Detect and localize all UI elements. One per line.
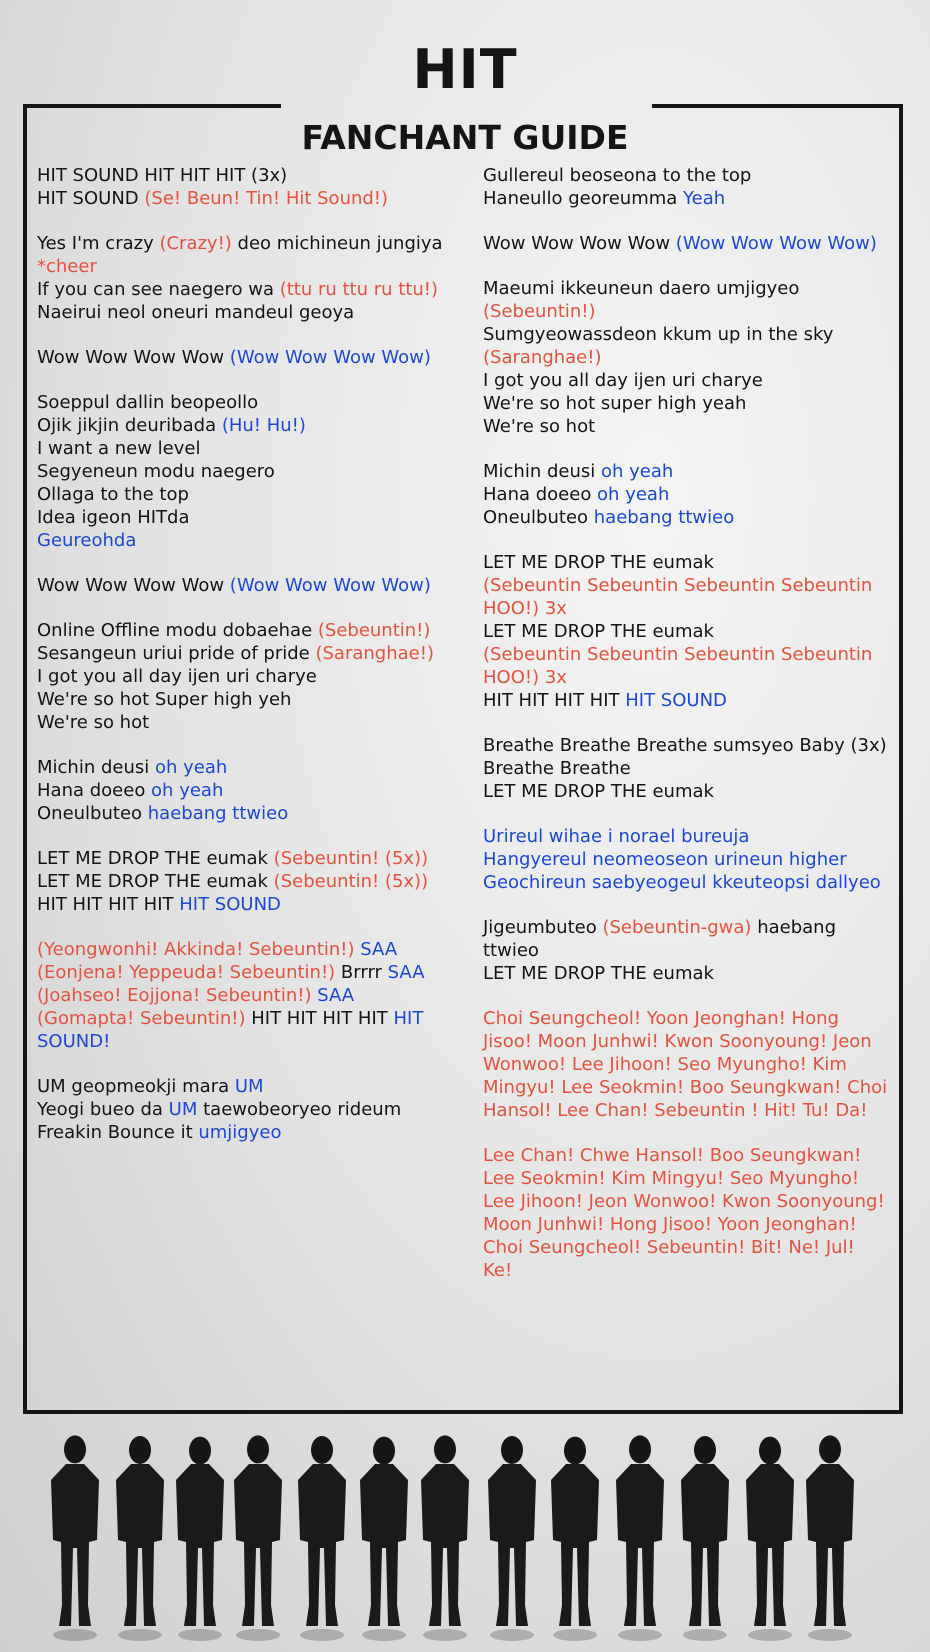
lyric-text: Sumgyeowassdeon kkum up in the sky bbox=[483, 324, 834, 345]
silhouette-figure bbox=[681, 1436, 729, 1641]
lyric-text: I want a new level bbox=[37, 438, 201, 459]
lyric-text: Soeppul dallin beopeollo bbox=[37, 392, 259, 413]
lyric-text: Idea igeon HITda bbox=[37, 507, 190, 528]
lyric-line bbox=[483, 620, 888, 643]
lyric-block bbox=[37, 938, 467, 1053]
lyric-line bbox=[483, 574, 888, 620]
accent-chant-text: HIT SOUND bbox=[625, 690, 727, 711]
lyric-text: Wow Wow Wow Wow bbox=[37, 347, 230, 368]
page-title: HIT bbox=[412, 38, 518, 101]
accent-chant-text: oh yeah bbox=[151, 780, 224, 801]
accent-chant-text: HIT SOUND bbox=[179, 894, 281, 915]
lyric-line bbox=[483, 734, 888, 757]
fan-chant-text: (Sebeuntin! (5x)) bbox=[273, 848, 429, 869]
lyric-line bbox=[483, 187, 888, 210]
lyric-line bbox=[37, 802, 467, 825]
lyric-text: LET ME DROP THE eumak bbox=[37, 871, 274, 892]
lyric-line bbox=[483, 506, 888, 529]
lyric-line bbox=[37, 642, 467, 665]
silhouette-figure bbox=[421, 1435, 469, 1641]
lyric-line bbox=[483, 300, 888, 323]
lyric-block bbox=[37, 346, 467, 369]
lyric-block bbox=[483, 232, 888, 255]
accent-chant-text: Yeah bbox=[683, 188, 726, 209]
lyric-line bbox=[483, 848, 888, 871]
lyric-text: If you can see naegero wa bbox=[37, 279, 280, 300]
accent-chant-text: SAA bbox=[360, 939, 398, 960]
lyric-line bbox=[37, 1075, 467, 1098]
lyric-text: Hana doeeo bbox=[37, 780, 152, 801]
lyric-line bbox=[483, 689, 888, 712]
accent-chant-text: haebang ttwieo bbox=[147, 803, 289, 824]
accent-chant-text: (Hu! Hu!) bbox=[221, 415, 306, 436]
fan-chant-text: (Yeongwonhi! Akkinda! Sebeuntin!) bbox=[37, 939, 361, 960]
lyric-text: Oneulbuteo bbox=[37, 803, 148, 824]
lyric-text: We're so hot Super high yeh bbox=[37, 689, 292, 710]
lyric-line bbox=[483, 232, 888, 255]
lyric-text: Ollaga to the top bbox=[37, 484, 189, 505]
lyric-text: Jigeumbuteo bbox=[483, 917, 603, 938]
lyric-line bbox=[483, 1007, 888, 1122]
lyric-text: LET ME DROP THE eumak bbox=[37, 848, 274, 869]
accent-chant-text: (Wow Wow Wow Wow) bbox=[229, 575, 431, 596]
lyric-line bbox=[37, 301, 467, 324]
lyric-block bbox=[37, 1075, 467, 1144]
lyric-line bbox=[37, 779, 467, 802]
lyric-line bbox=[37, 1121, 467, 1144]
silhouette-figure bbox=[234, 1435, 282, 1641]
lyric-block bbox=[37, 232, 467, 324]
lyric-line bbox=[37, 938, 467, 961]
lyric-text: HIT HIT HIT HIT bbox=[37, 894, 180, 915]
lyric-line bbox=[37, 756, 467, 779]
lyric-text: taewobeoryeo rideum bbox=[197, 1099, 402, 1120]
accent-chant-text: HIT SOUND! bbox=[37, 1008, 424, 1052]
fan-chant-text: (Saranghae!) bbox=[315, 643, 434, 664]
left-column bbox=[37, 164, 467, 1166]
lyric-line bbox=[37, 529, 467, 552]
lyric-text: Online Offline modu dobaehae bbox=[37, 620, 318, 641]
lyric-block bbox=[37, 574, 467, 597]
lyric-text: HIT HIT HIT HIT bbox=[483, 690, 626, 711]
accent-chant-text: UM bbox=[234, 1076, 264, 1097]
lyric-text: HIT SOUND HIT HIT HIT (3x) bbox=[37, 165, 288, 186]
silhouette-figure bbox=[488, 1436, 536, 1641]
lyric-text: HIT HIT HIT HIT bbox=[251, 1008, 394, 1029]
lyric-text: LET ME DROP THE eumak bbox=[483, 781, 714, 802]
lyric-text: LET ME DROP THE eumak bbox=[483, 552, 714, 573]
accent-chant-text: Geochireun saebyeogeul kkeuteopsi dallyeo bbox=[483, 872, 881, 893]
lyric-line bbox=[483, 962, 888, 985]
lyric-text: We're so hot bbox=[483, 416, 596, 437]
frame-top-left bbox=[23, 104, 281, 108]
lyric-text: Breathe Breathe Breathe sumsyeo Baby (3x) bbox=[483, 735, 887, 756]
lyric-line bbox=[37, 437, 467, 460]
lyric-text: LET ME DROP THE eumak bbox=[483, 621, 714, 642]
silhouette-figure bbox=[298, 1436, 346, 1641]
lyric-line bbox=[37, 460, 467, 483]
lyric-text: Sesangeun uriui pride of pride bbox=[37, 643, 316, 664]
lyric-line bbox=[483, 346, 888, 369]
lyric-line bbox=[37, 870, 467, 893]
lyric-text: deo michineun jungiya bbox=[231, 233, 443, 254]
lyric-line bbox=[483, 483, 888, 506]
accent-chant-text: (Wow Wow Wow Wow) bbox=[229, 347, 431, 368]
lyric-line bbox=[483, 415, 888, 438]
lyric-text: Michin deusi bbox=[37, 757, 155, 778]
fan-chant-text: Lee Chan! Chwe Hansol! Boo Seungkwan! Lee Seokmin! Kim Mingyu! Seo Myungho! Lee Jihoon! Jeon Wonwoo! Kwon Soonyoung! Moon Junhwi! Hong Jisoo! Yoon Jeonghan! Choi Seungcheol! Sebeuntin! Bit! Ne! Jul! Ke! bbox=[483, 1145, 885, 1281]
fan-chant-text: (Crazy!) bbox=[159, 233, 232, 254]
lyric-text: Segyeneun modu naegero bbox=[37, 461, 275, 482]
group-silhouettes-image bbox=[0, 1430, 930, 1652]
accent-chant-text: Urireul wihae i norael bureuja bbox=[483, 826, 750, 847]
fan-chant-text: (Se! Beun! Tin! Hit Sound!) bbox=[144, 188, 389, 209]
lyric-text: Wow Wow Wow Wow bbox=[37, 575, 230, 596]
lyric-line bbox=[37, 1098, 467, 1121]
accent-chant-text: SAA bbox=[317, 985, 355, 1006]
lyric-line bbox=[483, 277, 888, 300]
lyric-block bbox=[37, 756, 467, 825]
lyric-line bbox=[483, 780, 888, 803]
fan-chant-text: (Sebeuntin!) bbox=[483, 301, 596, 322]
lyric-line bbox=[37, 187, 467, 210]
fan-chant-text: *cheer bbox=[37, 256, 97, 277]
lyric-line bbox=[483, 757, 888, 780]
lyric-text: LET ME DROP THE eumak bbox=[483, 963, 714, 984]
lyric-text: Freakin Bounce it bbox=[37, 1122, 199, 1143]
lyric-text: Maeumi ikkeuneun daero umjigyeo bbox=[483, 278, 800, 299]
accent-chant-text: oh yeah bbox=[600, 461, 674, 482]
lyric-line bbox=[483, 871, 888, 894]
lyric-line bbox=[37, 619, 467, 642]
lyric-line bbox=[37, 391, 467, 414]
lyric-line bbox=[37, 665, 467, 688]
lyric-text: Yeogi bueo da bbox=[37, 1099, 169, 1120]
lyric-line bbox=[37, 483, 467, 506]
lyric-line bbox=[483, 392, 888, 415]
lyric-line bbox=[37, 278, 467, 301]
lyric-text: Ojik jikjin deuribada bbox=[37, 415, 222, 436]
lyric-block bbox=[483, 1007, 888, 1122]
silhouette-figure bbox=[116, 1436, 164, 1641]
accent-chant-text: Geureohda bbox=[37, 530, 137, 551]
silhouette-figure bbox=[551, 1437, 599, 1641]
lyric-text: UM geopmeokji mara bbox=[37, 1076, 235, 1097]
right-column bbox=[483, 164, 888, 1304]
guide-subtitle: FANCHANT GUIDE bbox=[301, 118, 629, 157]
lyric-block bbox=[483, 551, 888, 712]
lyric-line bbox=[37, 346, 467, 369]
accent-chant-text: SAA bbox=[387, 962, 425, 983]
lyric-text: We're so hot super high yeah bbox=[483, 393, 747, 414]
silhouette-figure bbox=[360, 1437, 408, 1641]
lyric-line bbox=[37, 984, 467, 1007]
lyric-block bbox=[37, 391, 467, 552]
fan-chant-text: (Sebeuntin Sebeuntin Sebeuntin Sebeuntin HOO!) 3x bbox=[483, 575, 873, 619]
lyric-text: We're so hot bbox=[37, 712, 150, 733]
lyric-line bbox=[483, 369, 888, 392]
fan-chant-text: (Sebeuntin Sebeuntin Sebeuntin Sebeuntin HOO!) 3x bbox=[483, 644, 873, 688]
lyric-line bbox=[37, 893, 467, 916]
fan-chant-text: (Eonjena! Yeppeuda! Sebeuntin!) bbox=[37, 962, 341, 983]
lyric-text: Oneulbuteo bbox=[483, 507, 594, 528]
lyric-text: Yes I'm crazy bbox=[37, 233, 160, 254]
accent-chant-text: oh yeah bbox=[154, 757, 228, 778]
fan-chant-text: (Sebeuntin! (5x)) bbox=[273, 871, 429, 892]
lyric-line bbox=[37, 232, 467, 278]
accent-chant-text: (Wow Wow Wow Wow) bbox=[675, 233, 877, 254]
lyric-line bbox=[483, 323, 888, 346]
fan-chant-text: (Sebeuntin-gwa) bbox=[602, 917, 752, 938]
lyric-text: I got you all day ijen uri charye bbox=[37, 666, 317, 687]
lyric-line bbox=[483, 164, 888, 187]
lyric-text: Haneullo georeumma bbox=[483, 188, 684, 209]
lyric-block bbox=[483, 460, 888, 529]
accent-chant-text: UM bbox=[168, 1099, 198, 1120]
lyric-line bbox=[37, 688, 467, 711]
lyric-line bbox=[483, 460, 888, 483]
lyric-line bbox=[483, 1144, 888, 1282]
silhouette-figure bbox=[746, 1437, 794, 1641]
lyric-text: Gullereul beoseona to the top bbox=[483, 165, 752, 186]
lyric-block bbox=[483, 734, 888, 803]
lyric-line bbox=[37, 711, 467, 734]
lyric-line bbox=[483, 551, 888, 574]
fan-chant-text: (ttu ru ttu ru ttu!) bbox=[279, 279, 439, 300]
lyric-text: Breathe Breathe bbox=[483, 758, 631, 779]
lyric-text: Naeirui neol oneuri mandeul geoya bbox=[37, 302, 355, 323]
lyric-line bbox=[37, 1007, 467, 1053]
lyric-block bbox=[37, 619, 467, 734]
lyric-block bbox=[483, 164, 888, 210]
lyric-block bbox=[483, 1144, 888, 1282]
lyric-block bbox=[483, 277, 888, 438]
accent-chant-text: umjigyeo bbox=[198, 1122, 282, 1143]
lyric-line bbox=[483, 916, 888, 962]
lyric-block bbox=[483, 916, 888, 985]
silhouette-figure bbox=[806, 1435, 854, 1641]
lyric-line bbox=[483, 825, 888, 848]
accent-chant-text: haebang ttwieo bbox=[593, 507, 735, 528]
lyric-line bbox=[37, 574, 467, 597]
lyric-block bbox=[37, 847, 467, 916]
accent-chant-text: oh yeah bbox=[597, 484, 670, 505]
lyric-block bbox=[37, 164, 467, 210]
lyric-text: Hana doeeo bbox=[483, 484, 598, 505]
fan-chant-text: (Sebeuntin!) bbox=[317, 620, 431, 641]
lyric-line bbox=[37, 847, 467, 870]
fan-chant-text: (Gomapta! Sebeuntin!) bbox=[37, 1008, 252, 1029]
lyric-text: I got you all day ijen uri charye bbox=[483, 370, 763, 391]
lyric-line bbox=[37, 961, 467, 984]
lyric-line bbox=[37, 506, 467, 529]
frame-top-right bbox=[652, 104, 903, 108]
lyric-text: HIT SOUND bbox=[37, 188, 145, 209]
lyric-text: Michin deusi bbox=[483, 461, 601, 482]
lyric-text: haebang ttwieo bbox=[483, 917, 836, 961]
silhouette-figure bbox=[51, 1435, 99, 1641]
lyric-line bbox=[37, 414, 467, 437]
fan-chant-text: (Joahseo! Eojjona! Sebeuntin!) bbox=[37, 985, 318, 1006]
fan-chant-text: (Saranghae!) bbox=[483, 347, 602, 368]
accent-chant-text: Hangyereul neomeoseon urineun higher bbox=[483, 849, 847, 870]
lyric-line bbox=[37, 164, 467, 187]
lyric-text: Brrrr bbox=[340, 962, 388, 983]
fan-chant-text: Choi Seungcheol! Yoon Jeonghan! Hong Jisoo! Moon Junhwi! Kwon Soonyoung! Jeon Wonwoo! Lee Jihoon! Seo Myungho! Kim Mingyu! Lee Seokmin! Boo Seungkwan! Choi Hansol! Lee Chan! Sebeuntin ! Hit! Tu! Da! bbox=[483, 1008, 888, 1121]
lyric-text: Wow Wow Wow Wow bbox=[483, 233, 676, 254]
silhouette-figure bbox=[176, 1437, 224, 1641]
silhouette-figure bbox=[616, 1435, 664, 1641]
lyric-line bbox=[483, 643, 888, 689]
lyric-block bbox=[483, 825, 888, 894]
